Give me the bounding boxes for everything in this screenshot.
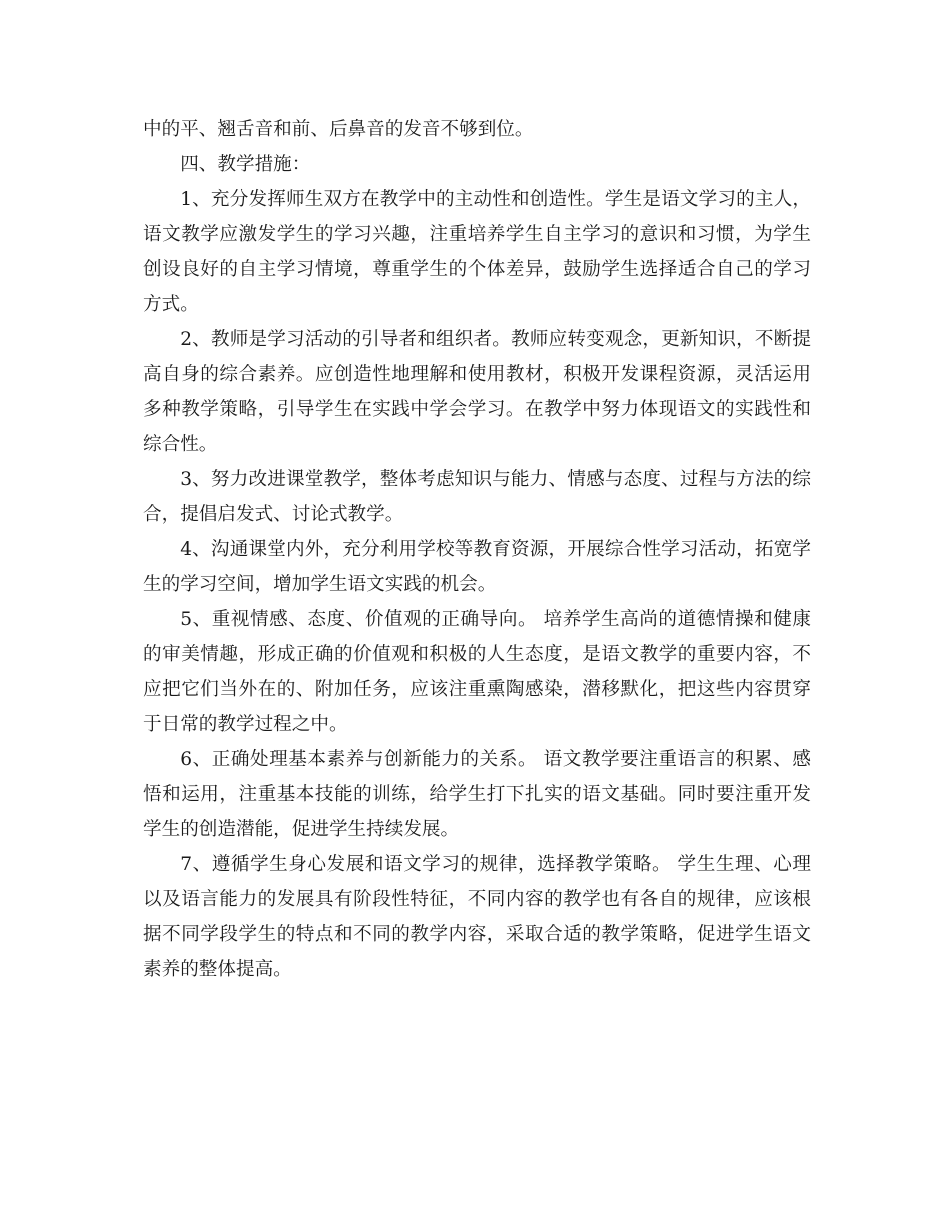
measure-paragraph-6: 6、正确处理基本素养与创新能力的关系。 语文教学要注重语言的积累、感悟和运用，注重基本技能的训练，给学生打下扎实的语文基础。同时要注重开发学生的创造潜能，促进学生持续发展。 [143, 749, 811, 840]
section-heading-teaching-measures: 四、教学措施： [180, 154, 311, 175]
measure-paragraph-7: 7、遵循学生身心发展和语文学习的规律，选择教学策略。 学生生理、心理以及语言能力的发展具有阶段性特征，不同内容的教学也有各自的规律，应该根据不同学段学生的特点和不同的教学内容，采取合适的教学策略，促进学生语文素养的整体提高。 [143, 854, 811, 980]
measure-paragraph-3: 3、努力改进课堂教学，整体考虑知识与能力、情感与态度、过程与方法的综合，提倡启发式、讨论式教学。 [143, 469, 811, 525]
continued-paragraph: 中的平、翘舌音和前、后鼻音的发音不够到位。 [143, 119, 534, 140]
measure-paragraph-5: 5、重视情感、态度、价值观的正确导向。 培养学生高尚的道德情操和健康的审美情趣，形成正确的价值观和积极的人生态度，是语文教学的重要内容，不应把它们当外在的、附加任务，应该注重熏陶感染，潜移默化，把这些内容贯穿于日常的教学过程之中。 [143, 609, 811, 735]
measure-paragraph-4: 4、沟通课堂内外，充分利用学校等教育资源，开展综合性学习活动，拓宽学生的学习空间，增加学生语文实践的机会。 [143, 539, 811, 595]
measure-paragraph-1: 1、充分发挥师生双方在教学中的主动性和创造性。学生是语文学习的主人，语文教学应激发学生的学习兴趣，注重培养学生自主学习的意识和习惯，为学生创设良好的自主学习情境，尊重学生的个体差异，鼓励学生选择适合自己的学习方式。 [143, 189, 811, 315]
measure-paragraph-2: 2、教师是学习活动的引导者和组织者。教师应转变观念，更新知识，不断提高自身的综合素养。应创造性地理解和使用教材，积极开发课程资源，灵活运用多种教学策略，引导学生在实践中学会学习。在教学中努力体现语文的实践性和综合性。 [143, 329, 811, 455]
document-body [143, 112, 811, 987]
